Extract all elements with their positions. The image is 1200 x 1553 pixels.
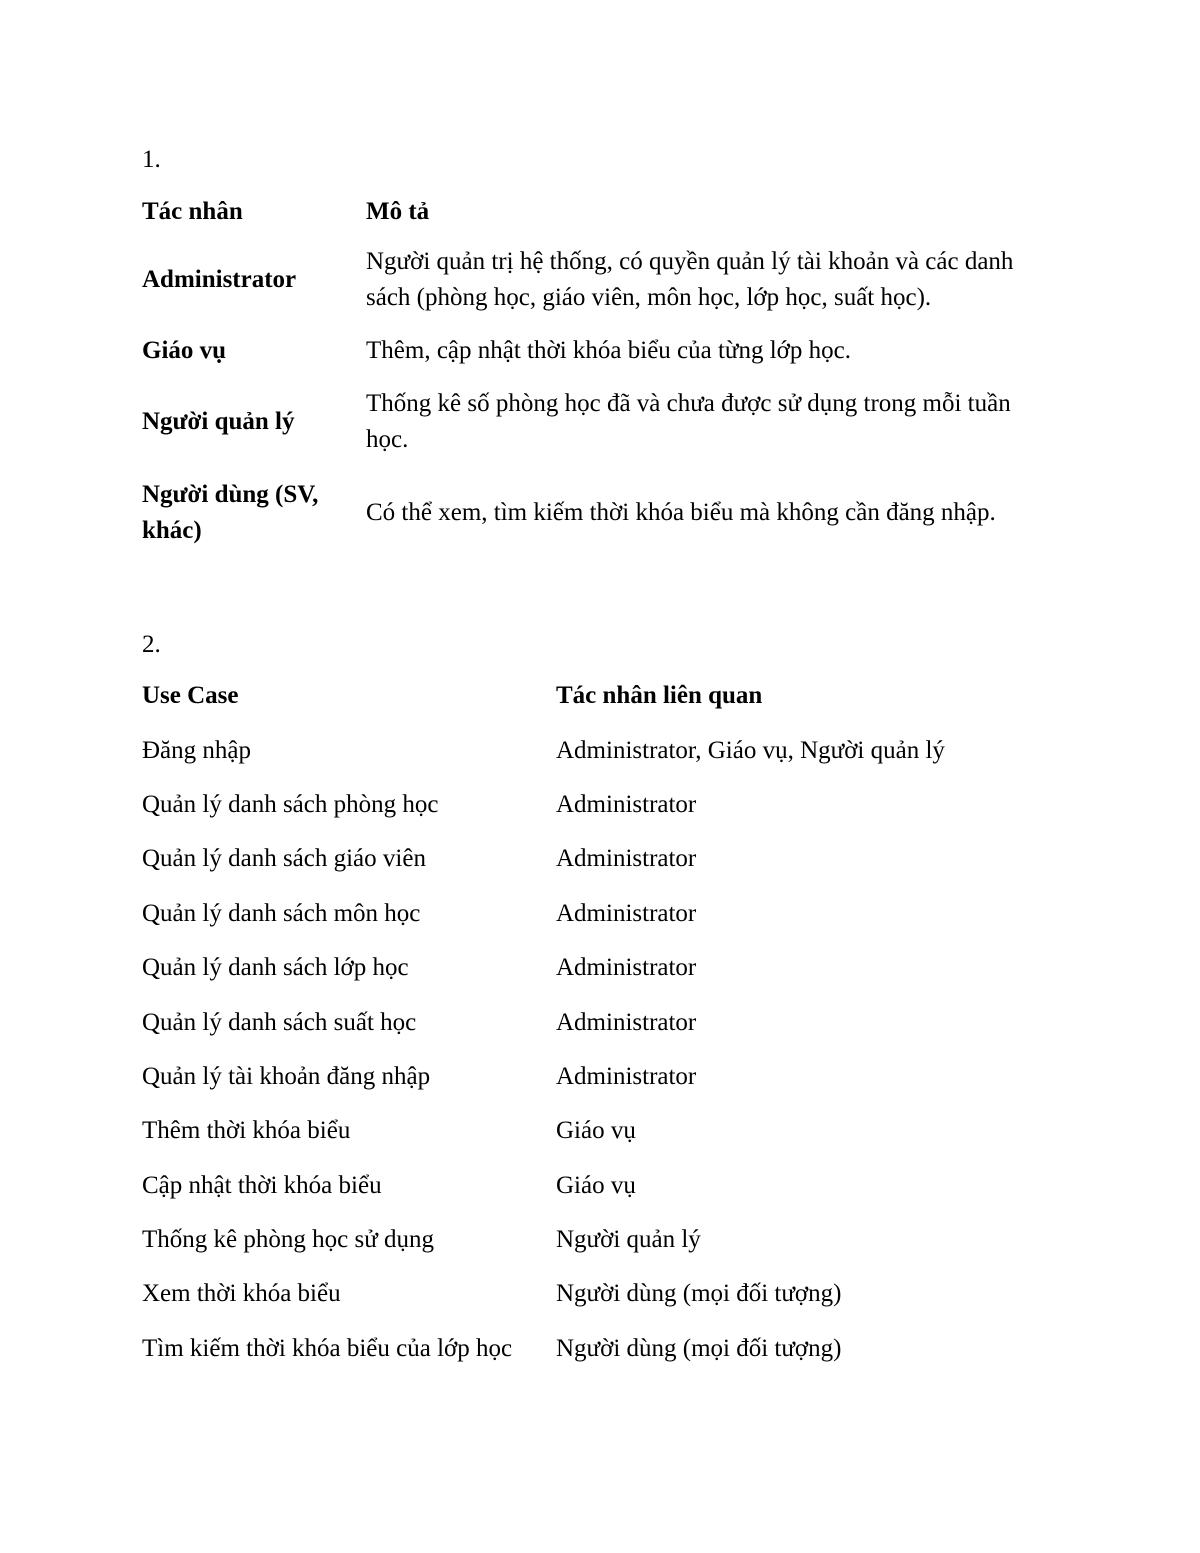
table-row (142, 723, 1016, 777)
related-actors-cell: Người quản lý (556, 1226, 701, 1254)
table-row (142, 1213, 1016, 1267)
use-case-table (142, 669, 1016, 1376)
use-case-cell: Xem thời khóa biểu (142, 1280, 341, 1308)
table-row (142, 1104, 1016, 1158)
use-case-cell: Quản lý danh sách lớp học (142, 954, 409, 982)
actors-table (142, 189, 1046, 559)
table-row (142, 832, 1016, 886)
use-case-cell: Đăng nhập (142, 736, 251, 764)
table-row (142, 235, 1046, 325)
table-row (142, 1159, 1016, 1213)
description-cell: Thống kê số phòng học đã và chưa được sử dụng trong mỗi tuần học. (366, 390, 1011, 453)
related-actors-cell: Administrator (556, 790, 697, 818)
use-case-cell: Quản lý danh sách suất học (142, 1008, 417, 1036)
section-2-number: 2. (142, 631, 161, 658)
use-case-cell: Thống kê phòng học sử dụng (142, 1226, 434, 1254)
use-case-cell: Quản lý danh sách môn học (142, 899, 421, 927)
related-actors-cell: Administrator (556, 845, 697, 873)
table-row (142, 1050, 1016, 1104)
actor-cell: Người quản lý (142, 408, 295, 435)
table-row (142, 1322, 1016, 1376)
header-related-actors: Tác nhân liên quan (556, 682, 763, 710)
header-use-case: Use Case (142, 682, 239, 710)
table-row (142, 887, 1016, 941)
table-row (142, 1267, 1016, 1321)
related-actors-cell: Administrator (556, 1062, 697, 1090)
related-actors-cell: Người dùng (mọi đối tượng) (556, 1280, 842, 1308)
table-row (142, 995, 1016, 1049)
table-row (142, 467, 1046, 559)
use-case-cell: Tìm kiếm thời khóa biểu của lớp học (142, 1334, 513, 1362)
description-cell: Thêm, cập nhật thời khóa biểu của từng lớp học. (366, 337, 851, 364)
description-cell: Người quản trị hệ thống, có quyền quản lý tài khoản và các danh sách (phòng học, giáo viên, môn học, lớp học, suất học). (366, 248, 1014, 311)
use-case-cell: Quản lý danh sách giáo viên (142, 845, 426, 873)
table-header-row (142, 189, 1046, 235)
use-case-cell: Thêm thời khóa biểu (142, 1117, 351, 1145)
related-actors-cell: Administrator (556, 1008, 697, 1036)
description-cell: Có thể xem, tìm kiếm thời khóa biểu mà không cần đăng nhập. (366, 499, 996, 526)
related-actors-cell: Người dùng (mọi đối tượng) (556, 1334, 842, 1362)
use-case-cell: Quản lý danh sách phòng học (142, 790, 439, 818)
header-description: Mô tả (366, 198, 430, 225)
table-header-row (142, 669, 1016, 723)
table-row (142, 325, 1046, 377)
related-actors-cell: Giáo vụ (556, 1117, 636, 1145)
table-row (142, 941, 1016, 995)
table-row (142, 778, 1016, 832)
section-1-number: 1. (142, 146, 161, 173)
related-actors-cell: Administrator (556, 954, 697, 982)
actor-cell: Administrator (142, 266, 297, 293)
use-case-cell: Quản lý tài khoản đăng nhập (142, 1062, 431, 1090)
table-row (142, 377, 1046, 467)
header-actor: Tác nhân (142, 198, 243, 225)
related-actors-cell: Giáo vụ (556, 1171, 636, 1199)
actor-cell: Người dùng (SV, khác) (142, 481, 319, 544)
use-case-cell: Cập nhật thời khóa biểu (142, 1171, 382, 1199)
related-actors-cell: Administrator (556, 899, 697, 927)
actor-cell: Giáo vụ (142, 337, 227, 364)
related-actors-cell: Administrator, Giáo vụ, Người quản lý (556, 736, 945, 764)
